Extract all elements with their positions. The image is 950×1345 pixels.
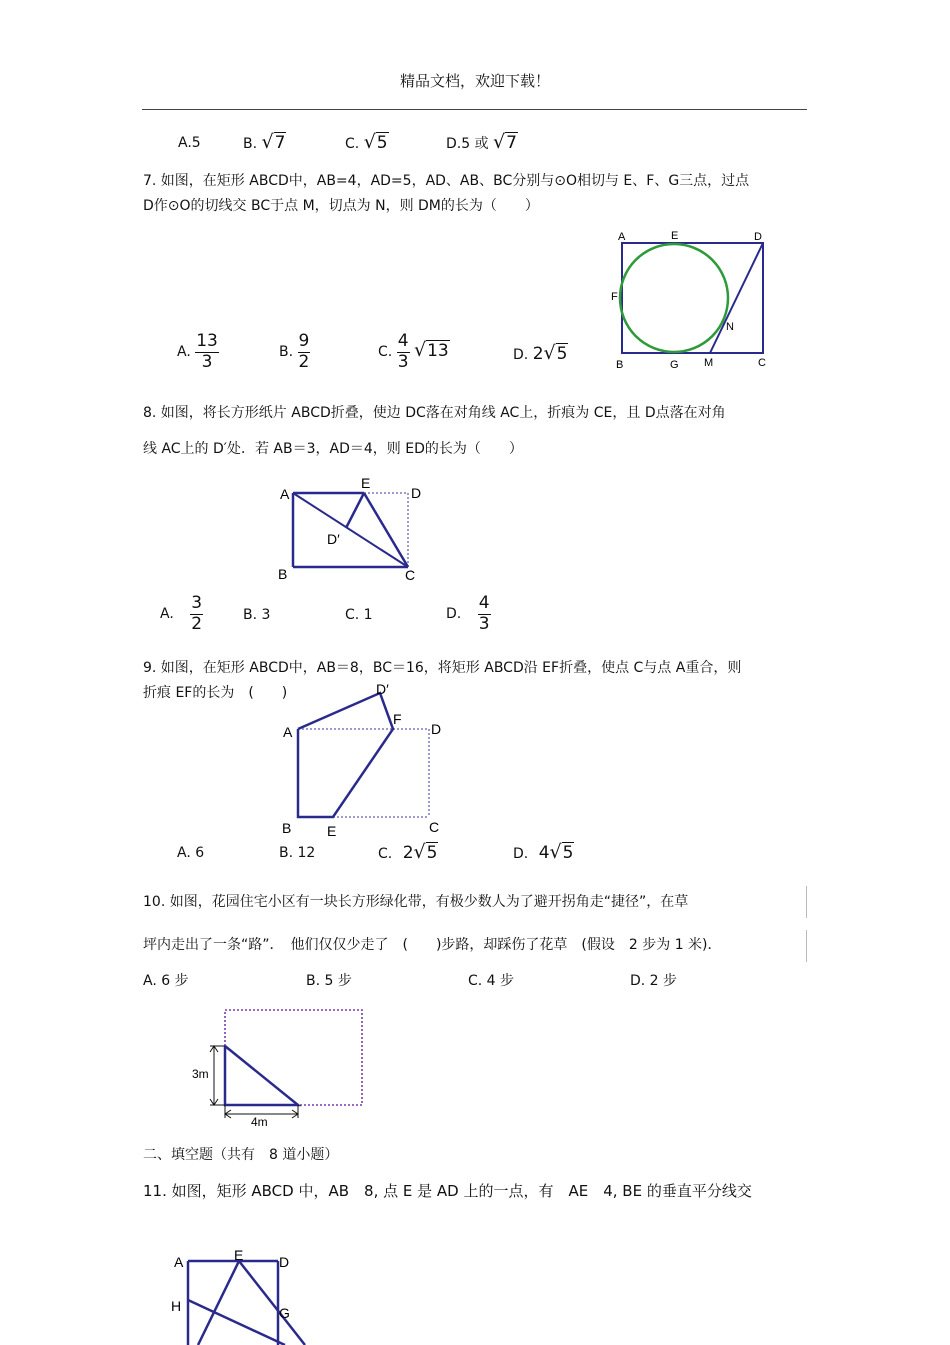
q7-label-c: C: [758, 357, 766, 369]
q9-label-f: F: [393, 711, 402, 727]
q7-circle-o: [620, 244, 728, 352]
q7-option-d-radicand: 5: [556, 344, 568, 364]
q10-label-4m: 4m: [251, 1115, 268, 1129]
q7-rectangle: [622, 243, 763, 353]
q11-segment-be: [198, 1261, 239, 1345]
q9-option-c-prefix: C.: [378, 846, 393, 862]
q7-label-f: F: [611, 291, 618, 303]
q7-option-d-coefficient: 2: [532, 344, 544, 364]
q8-label-b: B: [278, 566, 288, 582]
q8-text-line2: 线 AC上的 D′处．若 AB＝3，AD＝4，则 ED的长为（ ）: [143, 441, 523, 457]
q8-option-a-prefix: A.: [160, 606, 174, 623]
q10-margin-bar-2: [806, 930, 807, 962]
q6-option-d-sqrt: √7: [493, 131, 517, 153]
q7-option-a-fraction: [195, 332, 219, 372]
q9-option-d-coefficient: 4: [538, 843, 550, 863]
q8-crease-ce: [364, 493, 408, 567]
q8-option-a-fraction: [190, 594, 203, 634]
q9-option-c-sqrt: √5: [413, 841, 438, 863]
q8-segment-ed-prime: [346, 493, 364, 528]
q8-option-a: [160, 594, 203, 634]
q10-label-3m: 3m: [192, 1067, 209, 1081]
q7-option-a: [177, 332, 219, 372]
q6-option-b-radicand: 7: [274, 133, 286, 153]
q11-segment-e-extended: [239, 1261, 305, 1345]
q10-triangle-path: [225, 1046, 298, 1105]
q7-label-g: G: [670, 359, 679, 371]
q7-figure: [608, 225, 778, 375]
q6-option-d-radicand: 7: [506, 133, 517, 153]
q6-option-b: [243, 131, 286, 153]
q8-option-d: [446, 594, 491, 634]
q11-label-h: H: [171, 1298, 182, 1314]
q7-option-b-denominator: 2: [298, 351, 310, 372]
q7-option-a-numerator: 13: [196, 331, 218, 351]
header-rule: [142, 109, 807, 110]
q6-option-b-sqrt: √7: [261, 131, 286, 153]
q9-option-d-radicand: 5: [562, 843, 574, 863]
q7-label-d: D: [754, 231, 762, 243]
q7-label-a: A: [618, 231, 626, 243]
q7-option-c-radicand: 13: [427, 341, 449, 362]
q6-option-c-sqrt: √5: [363, 131, 388, 153]
q7-text-line2: D作⊙O的切线交 BC于点 M，切点为 N，则 DM的长为（ ）: [143, 198, 539, 214]
q7-option-c-numerator: 4: [397, 331, 409, 351]
q9-label-c: C: [429, 819, 440, 835]
page-header: 精品文档，欢迎下载！: [399, 72, 550, 90]
q7-option-c-sqrt: √13: [413, 339, 449, 362]
q6-option-a: A.5: [178, 135, 201, 151]
q10-figure: [188, 1002, 373, 1132]
q9-option-a: A. 6: [177, 845, 205, 861]
q9-label-a: A: [283, 724, 293, 740]
q6-option-c-prefix: C.: [345, 136, 360, 152]
q7-option-d-sqrt: √5: [543, 342, 568, 364]
q7-option-d-prefix: D.: [513, 347, 529, 363]
q9-option-b: B. 12: [279, 845, 316, 861]
q6-option-d: [446, 131, 518, 153]
q8-label-d-prime: D′: [327, 531, 340, 547]
q8-option-d-prefix: D.: [446, 606, 462, 623]
q6-option-c: [345, 131, 389, 153]
q10-text-line1: 10. 如图，花园住宅小区有一块长方形绿化带，有极少数人为了避开拐角走“捷径”，在草: [143, 894, 689, 910]
q8-option-d-numerator: 4: [478, 593, 490, 613]
q9-option-d-sqrt: √5: [549, 841, 574, 863]
q11-label-g: G: [279, 1305, 290, 1321]
q7-option-a-denominator: 3: [201, 351, 213, 372]
q7-option-a-prefix: A.: [177, 344, 191, 361]
q8-option-b: B. 3: [243, 607, 271, 623]
q7-option-c: [378, 332, 450, 372]
q8-option-a-denominator: 2: [191, 613, 203, 634]
q7-option-c-denominator: 3: [397, 351, 409, 372]
q10-option-c: C. 4 步: [468, 973, 515, 989]
q8-option-d-fraction: [478, 594, 491, 634]
q7-label-n: N: [726, 321, 734, 333]
q11-text-line1: 11. 如图，矩形 ABCD 中，AB 8, 点 E 是 AD 上的一点，有 AE 4, BE 的垂直平分线交: [143, 1182, 752, 1200]
q6-option-c-radicand: 5: [376, 133, 388, 153]
q7-label-b: B: [616, 359, 624, 371]
q9-option-c-coefficient: 2: [402, 843, 414, 863]
q9-figure: [277, 678, 447, 843]
section-fill-in-title: 二、填空题（共有 8 道小题）: [143, 1147, 339, 1163]
q8-figure: [272, 475, 432, 585]
q10-option-d: D. 2 步: [630, 973, 678, 989]
q9-text-line1: 9. 如图，在矩形 ABCD中，AB＝8，BC＝16，将矩形 ABCD沿 EF折叠，使点 C与点 A重合，则: [143, 660, 742, 676]
q8-diagonal-ac: [293, 493, 408, 567]
q7-option-b-numerator: 9: [298, 331, 310, 351]
q7-option-b-prefix: B.: [279, 344, 294, 361]
q7-option-b-fraction: [298, 332, 311, 372]
q9-option-d: [513, 841, 574, 863]
q8-option-a-numerator: 3: [191, 593, 203, 613]
q7-option-b: [279, 332, 310, 372]
q10-option-a: A. 6 步: [143, 973, 189, 989]
q7-label-e: E: [671, 230, 679, 242]
q9-option-c-radicand: 5: [426, 843, 438, 863]
q8-option-c: C. 1: [345, 607, 373, 623]
q8-label-d: D: [411, 485, 422, 501]
q10-text-line2: 坪内走出了一条“路”． 他们仅仅少走了 ( )步路，却踩伤了花草 (假设 2 步为 1 米)．: [143, 937, 722, 953]
q7-option-c-prefix: C.: [378, 344, 393, 361]
q10-margin-bar-1: [806, 886, 807, 918]
q11-figure: [165, 1245, 315, 1345]
q8-text-line1: 8. 如图，将长方形纸片 ABCD折叠，使边 DC落在对角线 AC上，折痕为 CE，且 D点落在对角: [143, 405, 726, 421]
q7-option-c-fraction: [397, 332, 410, 372]
q8-label-c: C: [405, 567, 416, 583]
q9-label-d-prime: D′: [376, 681, 389, 697]
q8-label-e: E: [361, 475, 371, 491]
q7-tangent-dm: [710, 243, 763, 353]
q9-folded-shape: [298, 693, 393, 817]
q9-label-e: E: [327, 823, 337, 839]
q6-option-d-prefix: D.5 或: [446, 136, 489, 152]
q7-label-m: M: [704, 357, 714, 369]
q8-option-d-denominator: 3: [478, 613, 490, 634]
q10-garden-rect-dotted: [225, 1010, 362, 1105]
q6-option-b-prefix: B.: [243, 136, 258, 152]
q7-text-line1: 7. 如图，在矩形 ABCD中，AB=4，AD=5，AD、AB、BC分别与⊙O相切与 E、F、G三点，过点: [143, 173, 750, 189]
q9-option-d-prefix: D.: [513, 846, 529, 862]
q11-label-d: D: [279, 1254, 290, 1270]
q7-option-d: [513, 342, 568, 364]
q9-label-d: D: [431, 721, 442, 737]
q9-option-c: [378, 841, 438, 863]
q9-label-b: B: [282, 820, 292, 836]
q9-text-line2: 折痕 EF的长为 ( ): [143, 685, 288, 701]
q10-option-b: B. 5 步: [306, 973, 352, 989]
q8-label-a: A: [280, 486, 290, 502]
q11-label-e: E: [234, 1247, 244, 1263]
q11-label-a: A: [174, 1254, 184, 1270]
